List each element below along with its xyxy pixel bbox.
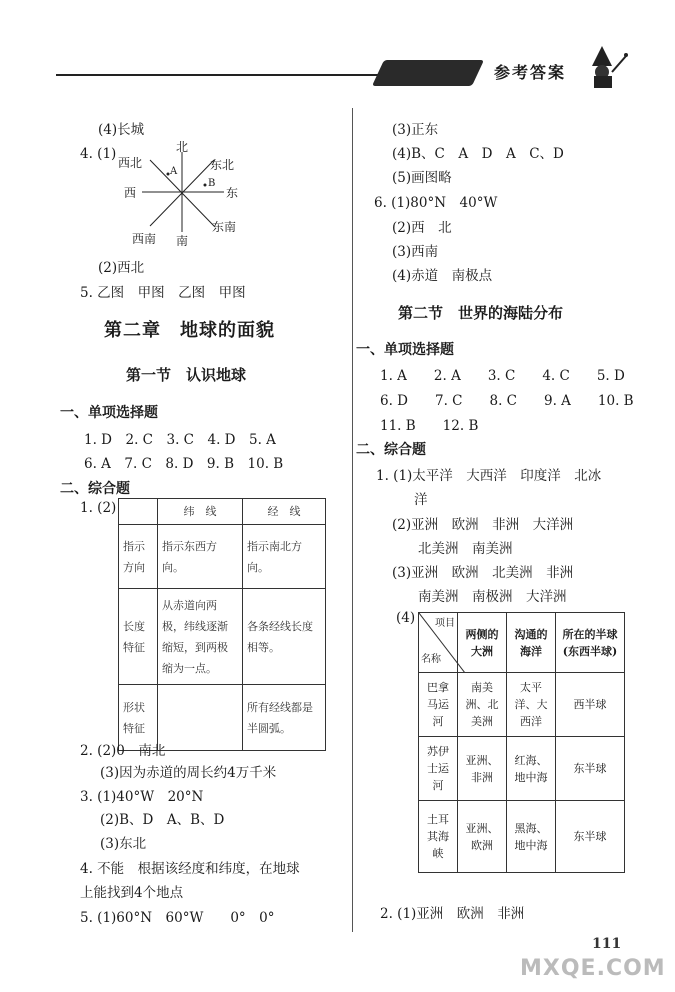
compass-e: 东 — [226, 186, 239, 200]
table-cell: 亚洲、非洲 — [458, 737, 507, 801]
table-row — [419, 737, 625, 801]
q5-answer: 5. 乙图 甲图 乙图 甲图 — [80, 285, 246, 301]
table-header: 纬 线 — [158, 499, 243, 525]
corner-bottom-label: 名称 — [421, 654, 441, 665]
table-cell: 南美洲、北美洲 — [458, 673, 507, 737]
table-cell — [119, 499, 158, 525]
section2-title: 第二节 世界的海陆分布 — [398, 304, 564, 322]
q3-2-answer: (2)B、D A、B、D — [100, 812, 225, 828]
table-cell: 指示南北方向。 — [243, 525, 326, 589]
r4-answer: (4)B、C A D A C、D — [392, 146, 564, 162]
watermark-logo: MXQE.COM — [520, 956, 666, 981]
left-part1-heading: 一、单项选择题 — [60, 405, 158, 421]
r2-1-answer: 2. (1)亚洲 欧洲 非洲 — [380, 906, 525, 922]
section1-title: 第一节 认识地球 — [126, 366, 247, 384]
chapter-title: 第二章 地球的面貌 — [104, 320, 275, 341]
q1-label: 1. (2) — [80, 500, 117, 516]
left-mc-row2: 6. A 7. C 8. D 9. B 10. B — [84, 456, 284, 472]
table-header: 沟通的海洋 — [507, 613, 556, 673]
header-rule — [56, 74, 396, 76]
r1-2-answer-b: 北美洲 南美洲 — [418, 541, 513, 557]
q3-1-answer: 3. (1)40°W 20°N — [80, 789, 204, 805]
table-cell: 东半球 — [556, 737, 625, 801]
table-cell: 黑海、地中海 — [507, 801, 556, 873]
q4-1-label: 4. (1) — [80, 146, 117, 162]
table-cell: 苏伊士运河 — [419, 737, 458, 801]
q4-4-answer: (4)长城 — [98, 122, 145, 138]
r1-1-answer-a: 1. (1)太平洋 大西洋 印度洋 北冰 — [376, 468, 602, 484]
r6-1-answer: 6. (1)80°N 40°W — [374, 195, 498, 211]
q4-2-answer: (2)西北 — [98, 260, 145, 276]
r6-3-answer: (3)西南 — [392, 244, 439, 260]
table-cell: 所有经线都是半圆弧。 — [243, 685, 326, 751]
compass-a: A — [170, 166, 178, 177]
compass-s: 南 — [176, 234, 189, 248]
compass-b: B — [208, 178, 216, 189]
q2-2-answer: 2. (2)0 南北 — [80, 743, 166, 759]
r6-2-answer: (2)西 北 — [392, 220, 452, 236]
r1-4-label: (4) — [396, 610, 416, 626]
table-cell: 红海、地中海 — [507, 737, 556, 801]
table-cell: 长度特征 — [119, 589, 158, 685]
compass-sw: 西南 — [132, 232, 157, 246]
table-cell: 东半球 — [556, 801, 625, 873]
r1-3-answer-b: 南美洲 南极洲 大洋洲 — [418, 589, 567, 605]
latitude-longitude-table — [118, 498, 326, 751]
table-cell: 亚洲、欧洲 — [458, 801, 507, 873]
q4-answer-b: 上能找到4个地点 — [80, 885, 184, 901]
table-row — [119, 589, 326, 685]
right-mc-row2: 6. D 7. C 8. C 9. A 10. B — [380, 393, 634, 409]
table-row — [419, 673, 625, 737]
header-band — [372, 60, 484, 86]
right-mc-row1: 1. A 2. A 3. C 4. C 5. D — [380, 368, 625, 384]
table-row — [419, 613, 625, 673]
compass-ne: 东北 — [210, 158, 235, 172]
left-part2-heading: 二、综合题 — [60, 481, 130, 497]
table-header: 经 线 — [243, 499, 326, 525]
table-cell: 指示东西方向。 — [158, 525, 243, 589]
table-row — [119, 499, 326, 525]
r3-answer: (3)正东 — [392, 122, 439, 138]
table-row — [119, 525, 326, 589]
compass-se: 东南 — [212, 220, 237, 234]
table-header: 所在的半球(东西半球) — [556, 613, 625, 673]
compass-w: 西 — [124, 186, 137, 200]
table-cell: 土耳其海峡 — [419, 801, 458, 873]
r6-4-answer: (4)赤道 南极点 — [392, 268, 493, 284]
r5-answer: (5)画图略 — [392, 170, 452, 186]
corner-top-label: 项目 — [435, 618, 455, 629]
table-cell — [158, 685, 243, 751]
table-cell: 各条经线长度相等。 — [243, 589, 326, 685]
header-title: 参考答案 — [494, 63, 567, 82]
table-cell: 从赤道向两极，纬线逐渐缩短，到两极缩为一点。 — [158, 589, 243, 685]
right-part2-heading: 二、综合题 — [356, 442, 426, 458]
r1-3-answer-a: (3)亚洲 欧洲 北美洲 非洲 — [392, 565, 574, 581]
right-mc-row3: 11. B 12. B — [380, 418, 479, 434]
r1-1-answer-b: 洋 — [414, 492, 428, 508]
left-mc-row1: 1. D 2. C 3. C 4. D 5. A — [84, 432, 276, 448]
compass-nw: 西北 — [118, 156, 143, 170]
wizard-icon — [582, 42, 630, 94]
column-divider — [352, 108, 353, 932]
table-cell: 形状特征 — [119, 685, 158, 751]
r1-2-answer-a: (2)亚洲 欧洲 非洲 大洋洲 — [392, 517, 574, 533]
q4-answer-a: 4. 不能 根据该经度和纬度，在地球 — [80, 861, 300, 877]
q3-3-answer: (3)东北 — [100, 836, 147, 852]
q2-3-answer: (3)因为赤道的周长约4万千米 — [100, 765, 277, 781]
table-cell: 太平洋、大西洋 — [507, 673, 556, 737]
right-part1-heading: 一、单项选择题 — [356, 342, 454, 358]
table-corner-cell — [419, 613, 458, 673]
table-cell: 巴拿马运河 — [419, 673, 458, 737]
canals-straits-table — [418, 612, 625, 873]
q5-1-answer: 5. (1)60°N 60°W 0° 0° — [80, 910, 275, 926]
table-header: 两侧的大洲 — [458, 613, 507, 673]
compass-n: 北 — [176, 140, 189, 154]
table-row — [419, 801, 625, 873]
table-cell: 西半球 — [556, 673, 625, 737]
compass-diagram — [120, 140, 240, 250]
table-cell: 指示方向 — [119, 525, 158, 589]
page-number: 111 — [592, 936, 622, 952]
